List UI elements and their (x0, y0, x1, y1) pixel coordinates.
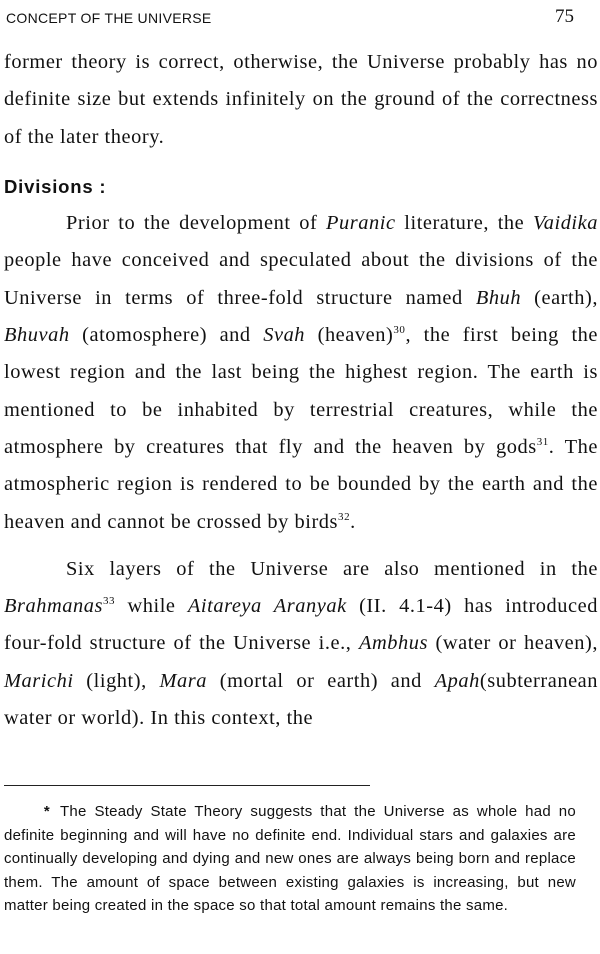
term-brahmanas: Brahmanas (4, 595, 103, 618)
text-run: (light), (73, 669, 160, 692)
term-apah: Apah (434, 669, 480, 692)
term-marichi: Marichi (4, 669, 74, 692)
term-mara: Mara (159, 669, 208, 692)
term-svah: Svah (263, 324, 306, 347)
text-run: (heaven) (305, 324, 394, 347)
text-run: Six layers of the Universe are also mentioned in the (66, 557, 598, 580)
footnote-rule (4, 785, 370, 786)
term-ambhus: Ambhus (358, 632, 428, 655)
footnote (4, 800, 576, 918)
term-puranic: Puranic (326, 212, 396, 235)
term-bhuvah: Bhuvah (4, 324, 70, 347)
text-run: . The atmospheric region is rendered to be bounded by the earth and the heaven and cannot be crossed by birds (4, 435, 599, 533)
page-header (6, 6, 592, 30)
text-run: (subterranean water or world). In this context, the (4, 669, 599, 730)
term-aitareya-aranyak: Aitareya Aranyak (187, 595, 347, 618)
text-run: (II. 4.1-4) has introduced four-fold structure of the Universe i.e., (4, 595, 598, 655)
paragraph-1: former theory is correct, otherwise, the Universe probably has no definite size but extends infinitely on the ground of the correctness of the later theory. (4, 51, 598, 148)
text-run: (earth), (521, 286, 598, 309)
footnote-text: The Steady State Theory suggests that the Universe as whole had no definite beginning and will have no definite end. Individual stars and galaxies are continually developing and dying and new ones are always being born and replace them. The amount of space between existing galaxies is increasing, but new matter being created in the space so that total amount remains the same. (4, 803, 576, 914)
running-head: CONCEPT OF THE UNIVERSE (6, 10, 212, 26)
footnote-ref-32: 32 (338, 510, 351, 523)
footnote-ref-33: 33 (102, 595, 116, 608)
text-run: literature, the (395, 212, 533, 235)
text-run: people have conceived and speculated about the divisions of the Universe in terms of three-fold structure named (4, 249, 598, 309)
term-vaidika: Vaidika (532, 212, 598, 235)
text-run: (atomosphere) and (69, 324, 264, 347)
text-run: (water or heaven), (427, 632, 598, 655)
text-run: (mortal or earth) and (207, 669, 435, 692)
text-run: . (350, 510, 356, 533)
term-bhuh: Bhuh (475, 286, 522, 309)
footnote-marker: * (43, 803, 50, 820)
footnote-ref-30: 30 (393, 324, 406, 337)
text-run: , the first being the lowest region and the last being the highest region. The earth is mentioned to be inhabited by terrestrial creatures, while the atmosphere by creatures that fly and the heaven by gods (4, 324, 598, 458)
section-heading: Divisions : (4, 175, 107, 197)
text-run: Prior to the development of (66, 212, 327, 235)
footnote-ref-31: 31 (536, 435, 549, 448)
paragraph-2 (4, 205, 598, 541)
text-run: while (115, 595, 188, 618)
body-text (4, 44, 598, 737)
paragraph-3 (4, 551, 598, 737)
page-number: 75 (555, 6, 574, 27)
